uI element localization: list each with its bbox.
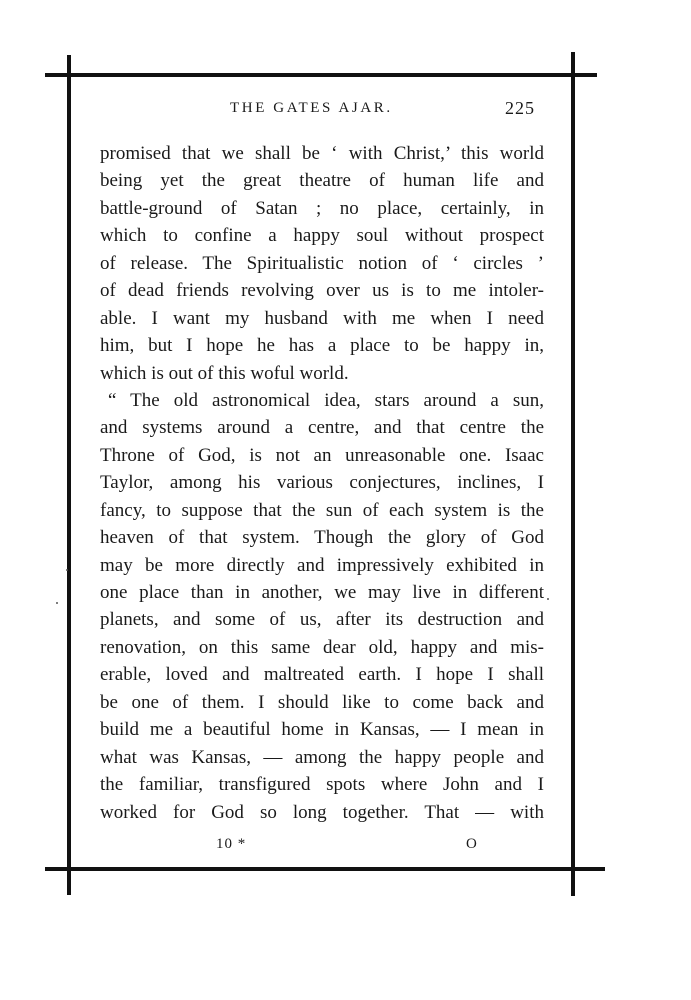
text-line: and systems around a centre, and that centre the (100, 417, 544, 439)
paper-speck (66, 569, 68, 571)
paper-speck (547, 598, 549, 600)
text-line: build me a beautiful home in Kansas, — I mean in (100, 719, 544, 741)
text-line: be one of them. I should like to come back and (100, 691, 544, 713)
text-line: which to confine a happy soul without prospect (100, 225, 544, 247)
running-title: THE GATES AJAR. (230, 100, 393, 116)
text-line: battle-ground of Satan ; no place, certainly, in (100, 197, 544, 219)
text-line-paragraph-start: “ The old astronomical idea, stars around a sun, (108, 389, 544, 411)
text-line: able. I want my husband with me when I need (100, 307, 544, 329)
text-line: erable, loved and maltreated earth. I hope I shall (100, 664, 544, 686)
text-line: of dead friends revolving over us is to me intoler- (100, 280, 544, 302)
text-line: one place than in another, we may live in different (100, 582, 544, 603)
text-line: Throne of God, is not an unreasonable one. Isaac (100, 444, 544, 466)
text-line: him, but I hope he has a place to be happy in, (100, 335, 544, 357)
text-line-paragraph-end: which is out of this woful world. (100, 362, 349, 384)
right-border-rule (571, 52, 575, 896)
signature-letter: O (466, 836, 477, 852)
text-line: heaven of that system. Though the glory of God (100, 527, 544, 549)
text-line: worked for God so long together. That — with (100, 801, 544, 823)
top-border-rule (45, 73, 597, 77)
bottom-border-rule (45, 867, 605, 871)
text-line: what was Kansas, — among the happy people and (100, 746, 544, 768)
text-line: renovation, on this same dear old, happy and mis- (100, 636, 544, 658)
page-number: 225 (505, 98, 535, 118)
text-line: promised that we shall be ‘ with Christ,’ this world (100, 143, 544, 164)
body-text (100, 140, 544, 826)
text-line: may be more directly and impressively exhibited in (100, 554, 544, 576)
text-line: fancy, to suppose that the sun of each system is the (100, 499, 544, 521)
text-line: planets, and some of us, after its destruction and (100, 609, 544, 631)
text-line: being yet the great theatre of human life and (100, 170, 544, 192)
signature-mark: 10 * (216, 836, 247, 852)
left-border-rule (67, 55, 71, 895)
paper-speck (56, 602, 58, 604)
text-line: the familiar, transfigured spots where John and I (100, 774, 544, 796)
text-line: Taylor, among his various conjectures, inclines, I (100, 472, 544, 494)
text-line: of release. The Spiritualistic notion of ‘ circles ’ (100, 252, 544, 274)
